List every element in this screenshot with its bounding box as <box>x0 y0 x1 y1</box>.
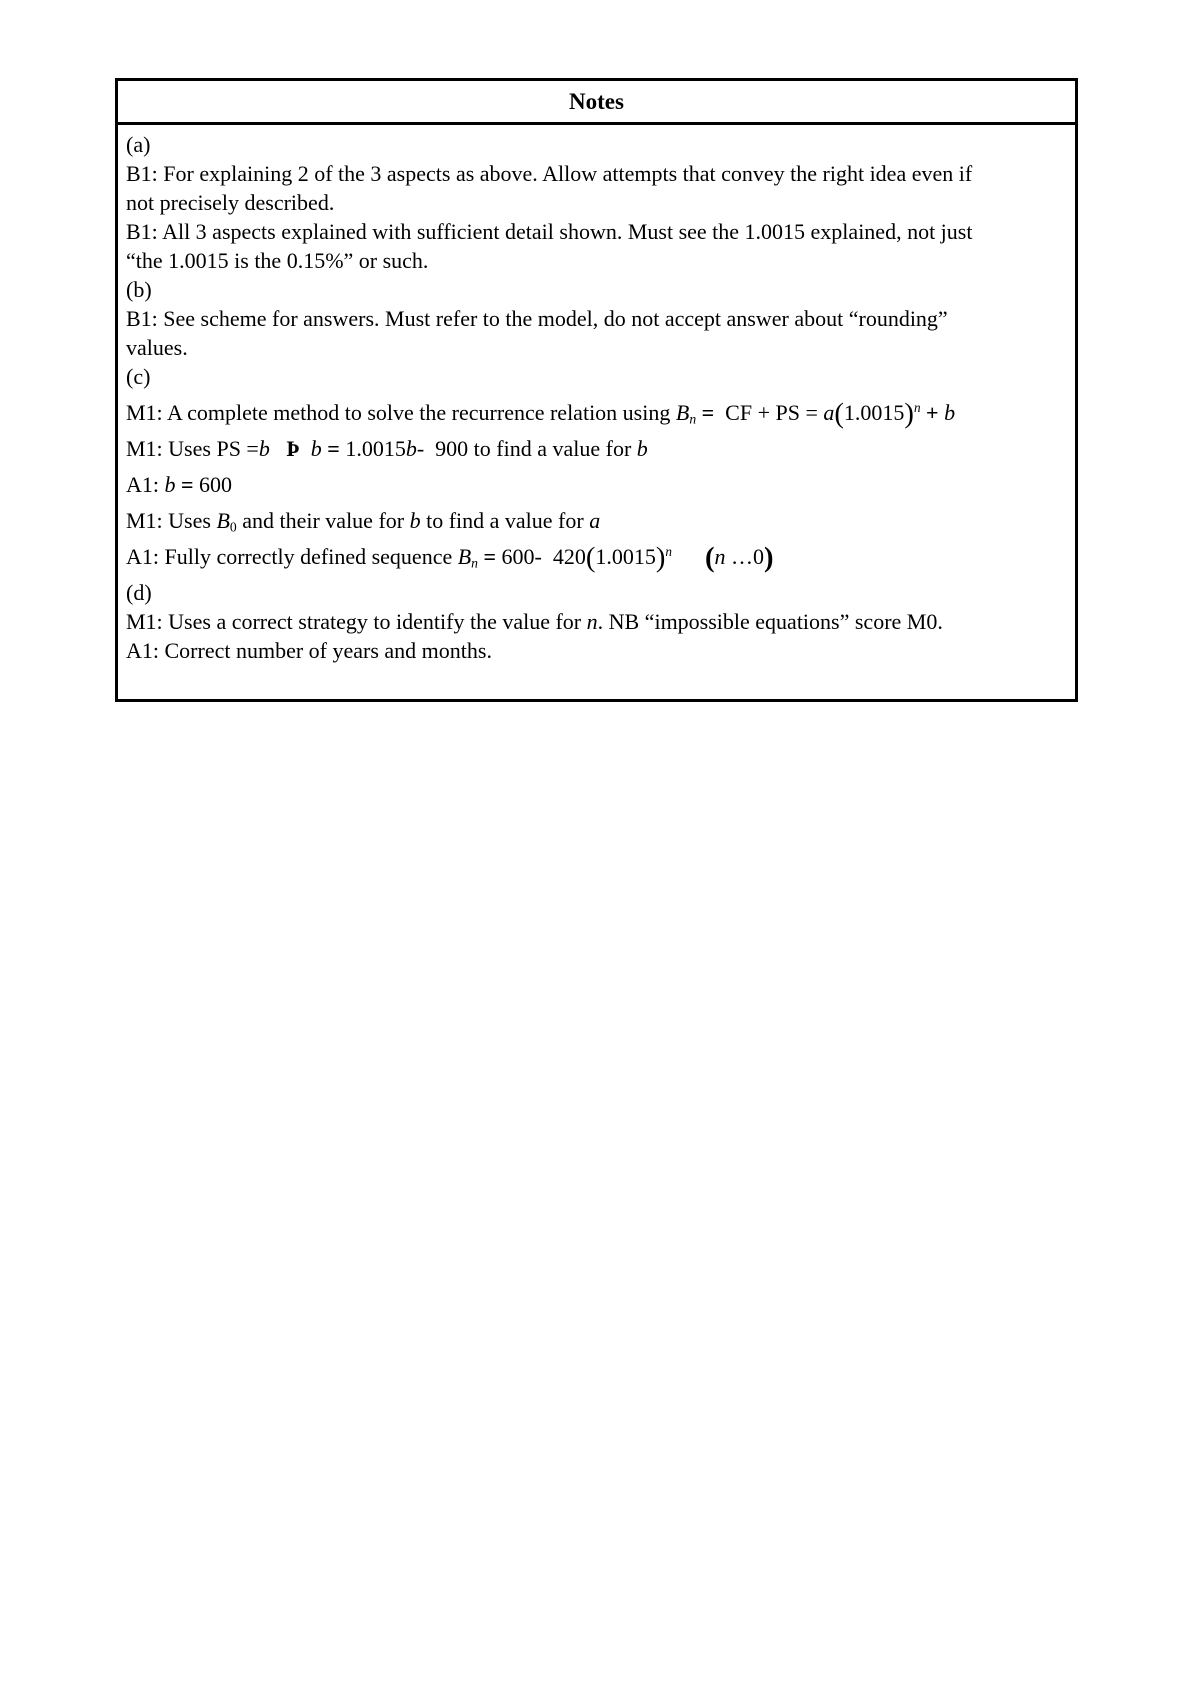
text-run: M1: Uses <box>126 436 217 461</box>
notes-line-a-b1-first <box>126 159 1067 217</box>
notes-line-d-m1 <box>126 607 1067 636</box>
text-run: b <box>258 436 270 461</box>
text-run: n <box>913 399 921 415</box>
text-run: ) <box>764 542 774 574</box>
text-run: ( <box>585 542 596 574</box>
notes-body-row <box>117 124 1077 701</box>
text-run: 600- 420 <box>496 544 586 569</box>
text-run: ( <box>834 398 844 430</box>
text-run: ( <box>705 542 715 574</box>
text-run: …0 <box>725 544 765 569</box>
text-run: b <box>636 436 648 461</box>
text-run: = <box>483 544 497 569</box>
text-run: a <box>823 400 835 425</box>
text-run: B <box>216 508 230 533</box>
notes-header-row <box>117 80 1077 124</box>
text-run: b <box>405 436 417 461</box>
notes-line-c-m1-recurrence <box>126 398 1067 430</box>
text-run: and their value for <box>236 508 410 533</box>
text-run: (a) <box>126 132 151 157</box>
text-run: to find a value for <box>420 508 590 533</box>
notes-table-head <box>117 80 1077 124</box>
text-run: Þ <box>286 436 300 461</box>
text-run: M1: A complete method to solve the recurrence relation using <box>126 400 676 425</box>
text-run: n <box>714 544 726 569</box>
text-run: values. <box>126 335 188 360</box>
text-run: n <box>471 555 478 571</box>
notes-line-c-a1-b600 <box>126 470 1067 499</box>
text-run: not precisely described. <box>126 190 335 215</box>
text-run: b <box>409 508 421 533</box>
text-run: b <box>164 472 176 497</box>
notes-table <box>115 78 1078 702</box>
notes-line-d-a1 <box>126 636 1067 665</box>
text-run: A1: Fully correctly defined sequence <box>126 544 458 569</box>
notes-header-cell: Notes <box>117 80 1077 124</box>
text-run: n <box>689 411 697 427</box>
notes-body-cell <box>117 124 1077 701</box>
notes-line-c-a1-sequence <box>126 542 1067 574</box>
text-run: = <box>701 400 715 425</box>
notes-line-part-a-label <box>126 130 1067 159</box>
notes-line-a-b1-second <box>126 217 1067 275</box>
text-run <box>672 544 705 569</box>
notes-line-b-b1 <box>126 304 1067 362</box>
notes-line-part-b-label <box>126 275 1067 304</box>
text-run: A1: <box>126 472 165 497</box>
text-run: (b) <box>126 277 152 302</box>
text-run: + <box>926 400 939 425</box>
text-run: to find a value for <box>473 436 637 461</box>
notes-line-c-m1-uses-ps <box>126 434 1067 463</box>
text-run: M1: Uses <box>126 508 217 533</box>
notes-table-body <box>117 124 1077 701</box>
text-run: ) <box>904 398 914 430</box>
text-run: = <box>327 436 340 461</box>
text-run: b <box>310 436 322 461</box>
text-run: - 900 <box>416 436 474 461</box>
text-run: B1: See scheme for answers. Must refer to the model, do not accept answer about “rounding” <box>126 306 948 331</box>
notes-line-c-m1-uses-b0 <box>126 506 1067 535</box>
text-run: n <box>665 543 673 559</box>
text-run: A1: Correct number of years and months. <box>126 638 492 663</box>
text-run: B <box>675 400 690 425</box>
text-run: a <box>589 508 601 533</box>
text-run: (c) <box>126 364 151 389</box>
text-run: M1: Uses a correct strategy to identify the value for <box>126 609 587 634</box>
text-run: . NB “impossible equations” score M0. <box>597 609 943 634</box>
text-run: 600 <box>193 472 233 497</box>
text-run: CF + PS = <box>714 400 824 425</box>
notes-line-part-d-label <box>126 578 1067 607</box>
text-run: 1.0015 <box>843 400 905 425</box>
text-run: 0 <box>229 519 237 535</box>
notes-line-part-c-label <box>126 362 1067 391</box>
text-run: n <box>586 609 598 634</box>
text-run: (d) <box>126 580 152 605</box>
text-run: “the 1.0015 is the 0.15%” or such. <box>126 248 429 273</box>
text-run: = <box>181 472 194 497</box>
text-run: PS = <box>216 436 259 461</box>
text-run: ) <box>655 542 666 574</box>
text-run <box>270 436 287 461</box>
text-run: b <box>944 400 956 425</box>
text-run <box>300 436 311 461</box>
text-run: B <box>457 544 472 569</box>
text-run: 1.0015 <box>595 544 656 569</box>
text-run: B1: All 3 aspects explained with sufficient detail shown. Must see the 1.0015 explained, not just <box>126 219 973 244</box>
text-run: B1: For explaining 2 of the 3 aspects as above. Allow attempts that convey the right idea even if <box>126 161 973 186</box>
text-run: 1.0015 <box>339 436 406 461</box>
